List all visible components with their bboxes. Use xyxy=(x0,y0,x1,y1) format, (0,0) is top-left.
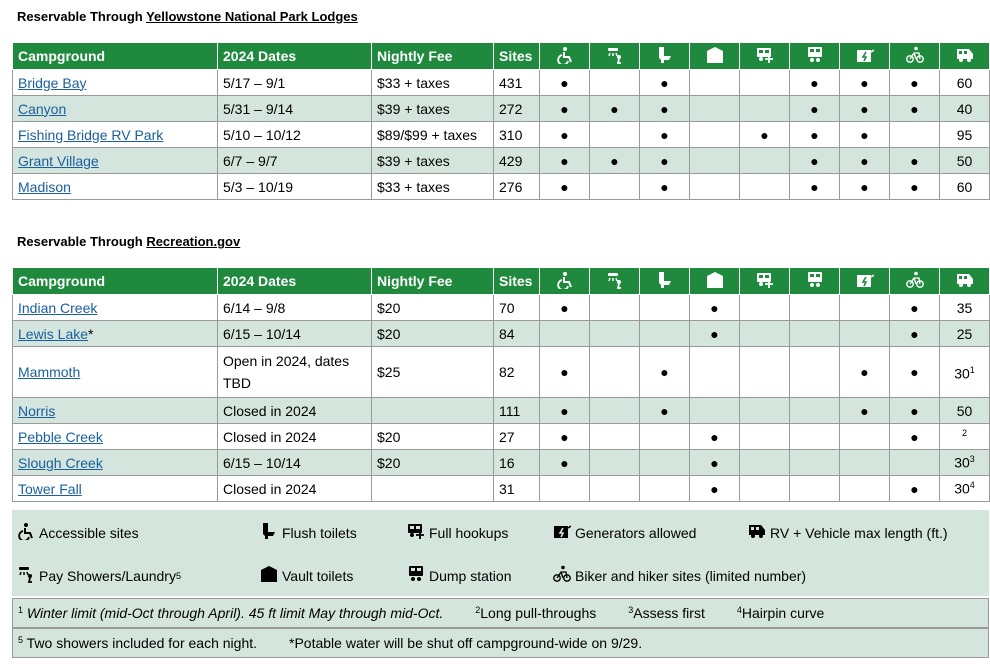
campground-link[interactable]: Fishing Bridge RV Park xyxy=(18,126,164,143)
table-row xyxy=(13,174,990,200)
max-length-cell: $30^4$ xyxy=(940,476,990,502)
amenity-cell: ● xyxy=(540,148,590,174)
header-dump-station-icon xyxy=(790,268,840,295)
amenity-cell xyxy=(690,148,740,174)
table-row xyxy=(13,424,990,450)
amenity-cell xyxy=(740,70,790,96)
legend-dump: Dump station xyxy=(407,565,511,586)
table-row xyxy=(13,122,990,148)
biker-hiker-icon xyxy=(906,276,924,292)
amenity-cell: ● xyxy=(690,295,740,321)
amenity-cell: ● xyxy=(690,476,740,502)
recreation-campground-table xyxy=(12,267,990,502)
amenity-cell xyxy=(740,174,790,200)
header-accessible-icon xyxy=(540,43,590,70)
dates-cell: 6/14 – 9/8 xyxy=(218,295,372,321)
campground-link[interactable]: Grant Village xyxy=(18,152,99,169)
amenity-cell: ● xyxy=(540,96,590,122)
dump-station-icon xyxy=(806,276,824,292)
campground-link[interactable]: Mammoth xyxy=(18,364,81,380)
amenity-cell xyxy=(590,295,640,321)
header-flush-toilet-icon xyxy=(640,43,690,70)
legend-rv: RV + Vehicle max length (ft.) xyxy=(748,522,948,543)
header-sites: Sites xyxy=(494,268,540,295)
amenity-cell: ● xyxy=(890,174,940,200)
sites-cell: 272 xyxy=(494,96,540,122)
amenity-cell xyxy=(840,321,890,347)
max-length-cell: 25 xyxy=(940,321,990,347)
flush-toilet-icon xyxy=(656,276,674,292)
header-generator-icon xyxy=(840,43,890,70)
campground-name xyxy=(13,148,218,174)
amenity-cell: ● xyxy=(690,424,740,450)
amenity-cell: ● xyxy=(540,70,590,96)
amenity-cell: ● xyxy=(540,398,590,424)
amenity-cell: ● xyxy=(790,122,840,148)
amenity-cell: ● xyxy=(790,96,840,122)
dates-cell: 5/17 – 9/1 xyxy=(218,70,372,96)
amenity-cell: ● xyxy=(890,148,940,174)
max-length-cell: 35 xyxy=(940,295,990,321)
amenity-cell xyxy=(790,398,840,424)
footnotes-row-1: $^1$ Winter limit (mid-Oct through April). 45 ft limit May through mid-Oct. $^2$Long pull-throughs $^3$Assess first $^4$Hairpin curve xyxy=(12,598,989,628)
amenity-cell xyxy=(690,398,740,424)
amenity-cell xyxy=(590,321,640,347)
amenity-cell xyxy=(590,347,640,398)
section-2-title: Reservable Through Recreation.gov xyxy=(17,234,241,249)
amenity-cell xyxy=(640,476,690,502)
dates-cell: 6/7 – 9/7 xyxy=(218,148,372,174)
max-length-cell: 60 xyxy=(940,70,990,96)
table-row xyxy=(13,96,990,122)
lodges-campground-table xyxy=(12,42,990,200)
legend-biker: Biker and hiker sites (limited number) xyxy=(553,565,806,586)
rv-length-icon xyxy=(748,522,770,543)
campground-name xyxy=(13,96,218,122)
sites-cell: 431 xyxy=(494,70,540,96)
amenity-cell xyxy=(790,424,840,450)
accessible-icon xyxy=(556,276,574,292)
header-fee: Nightly Fee xyxy=(372,43,494,70)
amenity-cell: ● xyxy=(740,122,790,148)
fee-cell: $39 + taxes xyxy=(372,96,494,122)
section-1-title: Reservable Through Yellowstone National Park Lodges xyxy=(17,9,358,24)
biker-hiker-icon xyxy=(553,565,575,586)
generator-icon xyxy=(856,276,874,292)
sites-cell: 82 xyxy=(494,347,540,398)
campground-name xyxy=(13,398,218,424)
header-campground: Campground xyxy=(13,268,218,295)
amenity-cell: ● xyxy=(890,347,940,398)
sites-cell: 310 xyxy=(494,122,540,148)
amenity-cell xyxy=(890,450,940,476)
generator-icon xyxy=(856,51,874,67)
amenity-cell: ● xyxy=(540,295,590,321)
legend-hookups: Full hookups xyxy=(407,522,508,543)
dates-cell: 5/31 – 9/14 xyxy=(218,96,372,122)
header-biker-hiker-icon xyxy=(890,268,940,295)
amenity-cell: ● xyxy=(540,174,590,200)
amenity-cell xyxy=(690,174,740,200)
amenity-cell: ● xyxy=(640,174,690,200)
max-length-cell: 50 xyxy=(940,148,990,174)
amenity-cell xyxy=(640,450,690,476)
yellowstone-lodges-link[interactable]: Yellowstone National Park Lodges xyxy=(146,9,358,24)
full-hookup-icon xyxy=(407,522,429,543)
campground-name xyxy=(13,174,218,200)
header-campground: Campground xyxy=(13,43,218,70)
fee-cell: $33 + taxes xyxy=(372,174,494,200)
amenity-cell xyxy=(690,347,740,398)
amenity-cell xyxy=(590,398,640,424)
header-pay-shower-icon xyxy=(590,268,640,295)
dates-cell: Closed in 2024 xyxy=(218,476,372,502)
dates-cell: Open in 2024, dates TBD xyxy=(218,347,372,398)
amenity-cell xyxy=(840,424,890,450)
amenity-cell: ● xyxy=(690,450,740,476)
amenity-cell: ● xyxy=(540,424,590,450)
pay-shower-icon xyxy=(606,276,624,292)
campground-link[interactable]: Canyon xyxy=(18,100,67,117)
amenity-cell: ● xyxy=(890,424,940,450)
campground-name xyxy=(13,347,218,398)
amenity-cell xyxy=(740,398,790,424)
legend xyxy=(12,510,989,596)
campground-link[interactable]: Indian Creek xyxy=(18,299,98,316)
amenity-cell xyxy=(640,295,690,321)
max-length-cell: 50 xyxy=(940,398,990,424)
amenity-cell: ● xyxy=(640,70,690,96)
max-length-cell: 95 xyxy=(940,122,990,148)
amenity-cell xyxy=(590,174,640,200)
rv-length-icon xyxy=(956,51,974,67)
header-dump-station-icon xyxy=(790,43,840,70)
amenity-cell: ● xyxy=(890,96,940,122)
amenity-cell: ● xyxy=(840,398,890,424)
campground-name xyxy=(13,70,218,96)
campground-link[interactable]: Norris xyxy=(18,402,56,419)
rv-length-icon xyxy=(956,276,974,292)
recreation-gov-link[interactable]: Recreation.gov xyxy=(146,234,241,249)
amenity-cell xyxy=(690,122,740,148)
campground-name xyxy=(13,450,218,476)
legend-showers: Pay Showers/Laundry 5 xyxy=(17,565,181,586)
legend-vault: Vault toilets xyxy=(260,565,353,586)
campground-link[interactable]: Slough Creek xyxy=(18,454,103,471)
amenity-cell xyxy=(590,424,640,450)
amenity-cell: ● xyxy=(790,148,840,174)
header-rv-length-icon xyxy=(940,268,990,295)
dates-cell: 6/15 – 10/14 xyxy=(218,450,372,476)
max-length-cell: $30^3$ xyxy=(940,450,990,476)
amenity-cell: ● xyxy=(840,70,890,96)
amenity-cell xyxy=(540,476,590,502)
dates-cell: 6/15 – 10/14 xyxy=(218,321,372,347)
amenity-cell xyxy=(640,321,690,347)
amenity-cell xyxy=(840,450,890,476)
amenity-cell: ● xyxy=(590,148,640,174)
table-row xyxy=(13,476,990,502)
max-length-cell: 2 xyxy=(940,424,990,450)
header-full-hookup-icon xyxy=(740,43,790,70)
amenity-cell xyxy=(890,122,940,148)
amenity-cell: ● xyxy=(840,96,890,122)
sites-cell: 31 xyxy=(494,476,540,502)
campground-name xyxy=(13,476,218,502)
amenity-cell xyxy=(690,96,740,122)
header-dates: 2024 Dates xyxy=(218,43,372,70)
amenity-cell: ● xyxy=(640,96,690,122)
amenity-cell: ● xyxy=(540,450,590,476)
amenity-cell: ● xyxy=(540,122,590,148)
amenity-cell: ● xyxy=(640,148,690,174)
table-row xyxy=(13,321,990,347)
full-hookup-icon xyxy=(756,276,774,292)
flush-toilet-icon xyxy=(656,51,674,67)
table-row xyxy=(13,450,990,476)
full-hookup-icon xyxy=(756,51,774,67)
dates-cell: Closed in 2024 xyxy=(218,424,372,450)
amenity-cell: ● xyxy=(890,295,940,321)
amenity-cell xyxy=(540,321,590,347)
dates-cell: Closed in 2024 xyxy=(218,398,372,424)
amenity-cell: ● xyxy=(690,321,740,347)
max-length-cell: 60 xyxy=(940,174,990,200)
table-row xyxy=(13,398,990,424)
amenity-cell xyxy=(790,347,840,398)
vault-toilet-icon xyxy=(706,51,724,67)
amenity-cell: ● xyxy=(840,122,890,148)
table-row xyxy=(13,347,990,398)
amenity-cell: ● xyxy=(890,398,940,424)
vault-toilet-icon xyxy=(706,276,724,292)
amenity-cell xyxy=(740,450,790,476)
pay-shower-icon xyxy=(17,565,39,586)
legend-accessible: Accessible sites xyxy=(17,522,139,543)
vault-toilet-icon xyxy=(260,565,282,586)
campground-name xyxy=(13,424,218,450)
fee-cell: $20 xyxy=(372,321,494,347)
header-vault-toilet-icon xyxy=(690,268,740,295)
table-row xyxy=(13,295,990,321)
campground-link[interactable]: Bridge Bay xyxy=(18,74,87,91)
amenity-cell xyxy=(840,295,890,321)
accessible-icon xyxy=(17,522,39,543)
amenity-cell xyxy=(590,70,640,96)
sites-cell: 16 xyxy=(494,450,540,476)
header-generator-icon xyxy=(840,268,890,295)
amenity-cell xyxy=(740,424,790,450)
amenity-cell xyxy=(790,476,840,502)
amenity-cell xyxy=(740,148,790,174)
header-biker-hiker-icon xyxy=(890,43,940,70)
amenity-cell xyxy=(790,450,840,476)
dates-cell: 5/3 – 10/19 xyxy=(218,174,372,200)
amenity-cell: ● xyxy=(890,321,940,347)
header-full-hookup-icon xyxy=(740,268,790,295)
table-row xyxy=(13,70,990,96)
amenity-cell: ● xyxy=(540,347,590,398)
legend-generators: Generators allowed xyxy=(553,522,696,543)
fee-cell: $89/$99 + taxes xyxy=(372,122,494,148)
amenity-cell xyxy=(640,424,690,450)
header-pay-shower-icon xyxy=(590,43,640,70)
amenity-cell: ● xyxy=(640,398,690,424)
pay-shower-icon xyxy=(606,51,624,67)
campground-link[interactable]: Madison xyxy=(18,178,71,195)
campground-name xyxy=(13,295,218,321)
generator-icon xyxy=(553,522,575,543)
max-length-cell: $30^1$ xyxy=(940,347,990,398)
amenity-cell: ● xyxy=(590,96,640,122)
footnotes-row-2: $^5$ Two showers included for each night. *Potable water will be shut off campground-wide on 9/29. xyxy=(12,628,989,658)
campground-link[interactable]: Tower Fall xyxy=(18,480,82,497)
amenity-cell: ● xyxy=(840,347,890,398)
sites-cell: 84 xyxy=(494,321,540,347)
fee-cell: $25 xyxy=(372,347,494,398)
table-row xyxy=(13,148,990,174)
fee-cell: $33 + taxes xyxy=(372,70,494,96)
amenity-cell: ● xyxy=(640,122,690,148)
amenity-cell xyxy=(840,476,890,502)
max-length-cell: 40 xyxy=(940,96,990,122)
header-vault-toilet-icon xyxy=(690,43,740,70)
biker-hiker-icon xyxy=(906,51,924,67)
amenity-cell xyxy=(740,96,790,122)
amenity-cell xyxy=(740,321,790,347)
sites-cell: 70 xyxy=(494,295,540,321)
dump-station-icon xyxy=(407,565,429,586)
sites-cell: 276 xyxy=(494,174,540,200)
amenity-cell: ● xyxy=(890,476,940,502)
header-dates: 2024 Dates xyxy=(218,268,372,295)
accessible-icon xyxy=(556,51,574,67)
legend-flush: Flush toilets xyxy=(260,522,357,543)
amenity-cell xyxy=(590,122,640,148)
amenity-cell: ● xyxy=(890,70,940,96)
amenity-cell xyxy=(740,476,790,502)
campground-link[interactable]: Pebble Creek xyxy=(18,428,103,445)
amenity-cell: ● xyxy=(790,70,840,96)
amenity-cell xyxy=(790,295,840,321)
amenity-cell xyxy=(740,347,790,398)
amenity-cell: ● xyxy=(840,148,890,174)
fee-cell: $20 xyxy=(372,424,494,450)
amenity-cell: ● xyxy=(840,174,890,200)
sites-cell: 27 xyxy=(494,424,540,450)
header-sites: Sites xyxy=(494,43,540,70)
header-fee: Nightly Fee xyxy=(372,268,494,295)
flush-toilet-icon xyxy=(260,522,282,543)
fee-cell: $20 xyxy=(372,450,494,476)
fee-cell: $20 xyxy=(372,295,494,321)
sites-cell: 429 xyxy=(494,148,540,174)
campground-link[interactable]: Lewis Lake xyxy=(18,325,89,342)
dump-station-icon xyxy=(806,51,824,67)
fee-cell xyxy=(372,476,494,502)
fee-cell: $39 + taxes xyxy=(372,148,494,174)
amenity-cell xyxy=(590,450,640,476)
amenity-cell: ● xyxy=(790,174,840,200)
amenity-cell: ● xyxy=(640,347,690,398)
sites-cell: 111 xyxy=(494,398,540,424)
fee-cell xyxy=(372,398,494,424)
campground-name: Lewis Lake* xyxy=(13,321,218,347)
amenity-cell xyxy=(740,295,790,321)
amenity-cell xyxy=(590,476,640,502)
header-accessible-icon xyxy=(540,268,590,295)
amenity-cell xyxy=(790,321,840,347)
amenity-cell xyxy=(690,70,740,96)
header-rv-length-icon xyxy=(940,43,990,70)
campground-name xyxy=(13,122,218,148)
header-flush-toilet-icon xyxy=(640,268,690,295)
dates-cell: 5/10 – 10/12 xyxy=(218,122,372,148)
